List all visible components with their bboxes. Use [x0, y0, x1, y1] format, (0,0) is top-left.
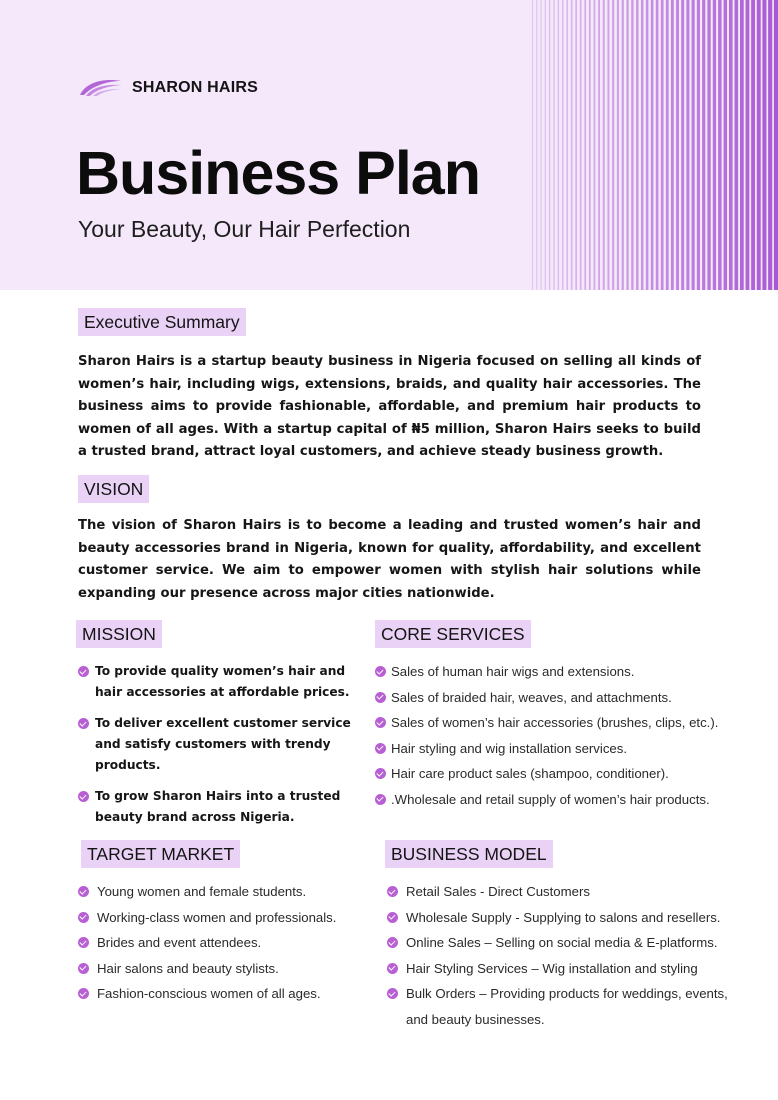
stripe — [707, 0, 710, 290]
stripe — [740, 0, 744, 290]
check-icon — [375, 743, 386, 754]
list-item-text: Hair styling and wig installation services. — [391, 740, 628, 756]
stripe — [545, 0, 546, 290]
executive-summary-heading: Executive Summary — [78, 308, 246, 336]
check-icon — [375, 794, 386, 805]
check-icon — [375, 717, 386, 728]
list-item-text: Sales of women’s hair accessories (brushes, clips, etc.). — [391, 715, 719, 730]
stripe — [671, 0, 674, 290]
core-services-list — [375, 662, 718, 815]
vision-heading: VISION — [78, 475, 149, 503]
stripe — [617, 0, 619, 290]
list-item — [375, 688, 718, 714]
check-icon — [78, 912, 89, 923]
stripe — [734, 0, 738, 290]
stripe — [681, 0, 684, 290]
list-item-text: To deliver excellent customer service and satisfy customers with trendy products. — [95, 716, 351, 772]
stripe — [603, 0, 605, 290]
list-item-text: Hair care product sales (shampoo, conditioner). — [391, 766, 669, 781]
business-model-heading: BUSINESS MODEL — [385, 840, 553, 868]
brand — [78, 78, 258, 98]
stripe — [702, 0, 705, 290]
list-item-text: To provide quality women’s hair and hair accessories at affordable prices. — [95, 664, 350, 699]
stripe — [686, 0, 689, 290]
stripe — [612, 0, 614, 290]
list-item-text: Bulk Orders – Providing products for weddings, events, and beauty businesses. — [406, 986, 728, 1027]
stripe — [580, 0, 582, 290]
stripe — [656, 0, 659, 290]
stripe — [751, 0, 755, 290]
check-icon — [387, 937, 398, 948]
stripe — [594, 0, 596, 290]
stripe — [575, 0, 577, 290]
business-model-list — [387, 879, 732, 1032]
check-icon — [78, 988, 89, 999]
list-item-text: Brides and event attendees. — [97, 935, 262, 950]
stripe — [692, 0, 695, 290]
check-icon — [387, 912, 398, 923]
list-item-text: Sales of human hair wigs and extensions. — [391, 664, 635, 679]
check-icon — [78, 791, 89, 802]
stripe — [566, 0, 567, 290]
stripe — [589, 0, 591, 290]
check-icon — [78, 718, 89, 729]
check-icon — [78, 937, 89, 948]
stripe — [536, 0, 537, 290]
tagline: Your Beauty, Our Hair Perfection — [78, 216, 411, 242]
check-icon — [387, 963, 398, 974]
list-item — [375, 662, 718, 688]
stripe — [651, 0, 654, 290]
executive-summary-text: Sharon Hairs is a startup beauty business in Nigeria focused on selling all kinds of women’s hair, including wigs, extensions, braids, and quality hair accessories. The business aims to provide fashionable, affordable, and premium hair products to women of all ages. With a startup capital of ₦5 million, Sharon Hairs seeks to build a trusted brand, attract loyal customers, and achieve steady business growth. — [78, 354, 701, 460]
stripe — [553, 0, 554, 290]
list-item-text: Sales of braided hair, weaves, and attachments. — [391, 689, 672, 705]
stripe — [768, 0, 772, 290]
core-services-heading: CORE SERVICES — [375, 620, 531, 648]
stripe — [676, 0, 679, 290]
stripe — [626, 0, 628, 290]
list-item — [375, 790, 718, 816]
list-item-text: .Wholesale and retail supply of women’s hair products. — [391, 791, 710, 807]
decorative-stripes — [530, 0, 778, 290]
stripe — [641, 0, 643, 290]
stripe — [540, 0, 541, 290]
list-item — [78, 959, 336, 985]
list-item — [387, 981, 732, 1032]
list-item — [78, 786, 354, 828]
list-item-text: Retail Sales - Direct Customers — [406, 884, 590, 899]
target-market-list — [78, 882, 336, 1010]
stripe — [697, 0, 700, 290]
stripe — [562, 0, 563, 290]
stripe — [636, 0, 638, 290]
stripe — [584, 0, 586, 290]
list-item — [375, 713, 718, 739]
list-item — [78, 933, 336, 959]
list-item-text: Working-class women and professionals. — [97, 909, 337, 925]
stripe — [729, 0, 733, 290]
brand-name: SHARON HAIRS — [132, 79, 258, 96]
list-item — [78, 713, 354, 776]
list-item — [387, 930, 732, 956]
stripe — [622, 0, 624, 290]
list-item-text: Young women and female students. — [97, 884, 307, 899]
stripe — [646, 0, 649, 290]
target-market-heading: TARGET MARKET — [81, 840, 240, 868]
list-item — [375, 764, 718, 790]
stripe — [762, 0, 766, 290]
list-item — [387, 956, 732, 982]
check-icon — [387, 988, 398, 999]
list-item — [78, 661, 354, 703]
stripe — [718, 0, 721, 290]
stripe — [724, 0, 728, 290]
list-item — [78, 984, 336, 1010]
stripe — [746, 0, 750, 290]
check-icon — [78, 666, 89, 677]
list-item-text: Wholesale Supply - Supplying to salons and resellers. — [406, 909, 721, 925]
stripe — [666, 0, 669, 290]
check-icon — [375, 692, 386, 703]
stripe — [661, 0, 664, 290]
list-item — [78, 882, 336, 908]
list-item — [387, 905, 732, 931]
swoosh-logo-icon — [78, 78, 122, 98]
stripe — [532, 0, 533, 290]
list-item-text: Hair Styling Services – Wig installation and styling — [406, 960, 698, 976]
stripe — [607, 0, 609, 290]
list-item — [78, 908, 336, 934]
check-icon — [375, 666, 386, 677]
mission-list — [78, 661, 354, 838]
list-item — [387, 879, 732, 905]
stripe — [558, 0, 559, 290]
hero-banner — [0, 0, 778, 290]
check-icon — [387, 886, 398, 897]
stripe — [631, 0, 633, 290]
stripe — [713, 0, 716, 290]
check-icon — [78, 963, 89, 974]
stripe — [571, 0, 573, 290]
list-item-text: Online Sales – Selling on social media & E-platforms. — [406, 935, 718, 950]
list-item-text: Hair salons and beauty stylists. — [97, 960, 279, 976]
stripe — [757, 0, 761, 290]
vision-text: The vision of Sharon Hairs is to become a leading and trusted women’s hair and beauty accessories brand in Nigeria, known for quality, affordability, and excellent customer service. We aim to empower women with stylish hair solutions while expanding our presence across major cities nationwide. — [78, 518, 701, 601]
list-item — [375, 739, 718, 765]
stripe — [598, 0, 600, 290]
list-item-text: To grow Sharon Hairs into a trusted beauty brand across Nigeria. — [95, 789, 341, 824]
stripe — [774, 0, 778, 290]
check-icon — [375, 768, 386, 779]
check-icon — [78, 886, 89, 897]
stripe — [549, 0, 550, 290]
mission-heading: MISSION — [76, 620, 162, 648]
page-title: Business Plan — [76, 139, 480, 207]
list-item-text: Fashion-conscious women of all ages. — [97, 986, 321, 1001]
